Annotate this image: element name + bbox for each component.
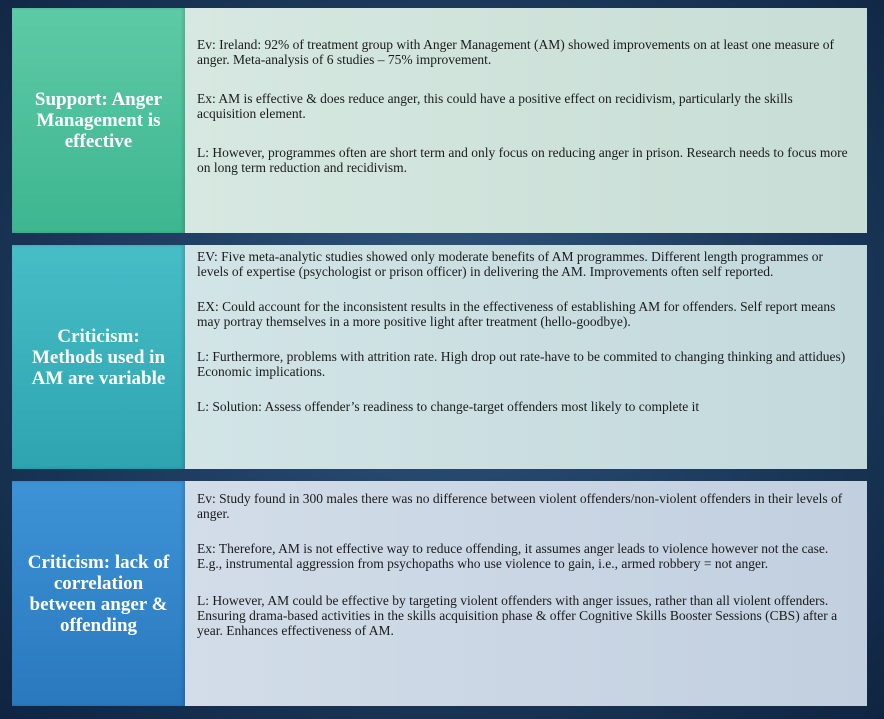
row-label: Criticism: Methods used in AM are variable xyxy=(12,245,185,469)
explanation-paragraph: EX: Could account for the inconsistent results in the effectiveness of establishing AM for offenders. Self report means may portray themselves in a more positive light after treatment (hello-goodbye). xyxy=(197,299,836,329)
evidence-paragraph: EV: Five meta-analytic studies showed only moderate benefits of AM programmes. Different length programmes or levels of expertise (psychologist or prison officer) in delivering the AM. Improvements often self reported. xyxy=(197,249,823,279)
explanation-paragraph: Ex: Therefore, AM is not effective way to reduce offending, it assumes anger leads to violence however not the case. E.g., instrumental aggression from psychopaths who use violence to gain, i.e., armed robbery = not anger. xyxy=(197,541,829,571)
explanation-paragraph: Ex: AM is effective & does reduce anger, this could have a positive effect on recidivism, particularly the skills acquisition element. xyxy=(197,91,793,121)
evidence-paragraph: Ev: Ireland: 92% of treatment group with Anger Management (AM) showed improvements on at least one measure of anger. Meta-analysis of 6 studies – 75% improvement. xyxy=(197,37,834,67)
link-paragraph: L: Furthermore, problems with attrition rate. High drop out rate-have to be commited to changing thinking and attidues) Economic implications. xyxy=(197,349,846,379)
link-paragraph: L: However, AM could be effective by targeting violent offenders with anger issues, rather than all violent offenders. Ensuring drama-based activities in the skills acquisition phase & offer Cognitive Skills Booster Sessions (CBS) after a year. Enhances effectiveness of AM. xyxy=(197,593,838,638)
solution-paragraph: L: Solution: Assess offender’s readiness to change-target offenders most likely to complete it xyxy=(197,399,700,414)
row-label: Support: Anger Management is effective xyxy=(12,8,185,233)
row-content xyxy=(185,8,867,233)
row-content xyxy=(185,245,867,469)
row-criticism-methods xyxy=(12,245,867,469)
row-support-effective xyxy=(12,8,867,233)
row-criticism-correlation xyxy=(12,481,867,706)
link-paragraph: L: However, programmes often are short term and only focus on reducing anger in prison. Research needs to focus more on long term reduction and recidivism. xyxy=(197,145,848,175)
row-label: Criticism: lack of correlation between anger & offending xyxy=(12,481,185,706)
evidence-paragraph: Ev: Study found in 300 males there was no difference between violent offenders/non-violent offenders in their levels of anger. xyxy=(197,491,843,521)
row-content xyxy=(185,481,867,706)
